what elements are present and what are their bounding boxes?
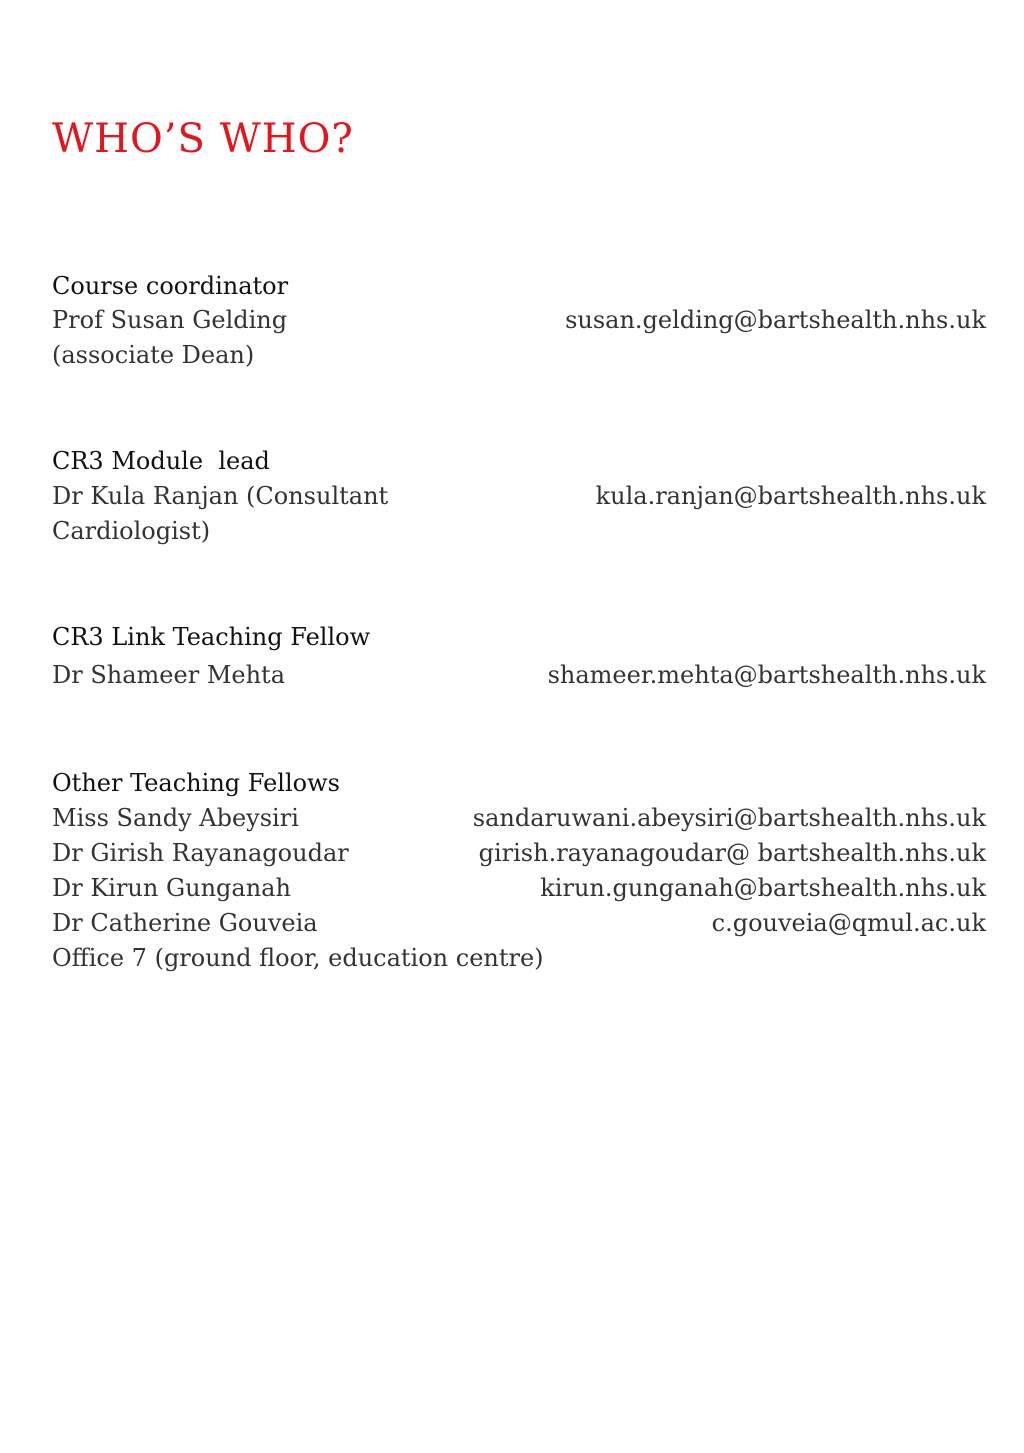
contact-row-sandy-abeysiri — [52, 804, 986, 838]
contact-row-susan-gelding — [52, 306, 986, 340]
contact-name: Dr Girish Rayanagoudar — [52, 839, 349, 867]
contact-row-shameer-mehta — [52, 661, 986, 695]
office-location: Office 7 (ground floor, education centre) — [52, 944, 544, 972]
contact-email[interactable]: kula.ranjan@bartshealth.nhs.uk — [595, 482, 986, 510]
contact-email[interactable]: shameer.mehta@bartshealth.nhs.uk — [547, 661, 986, 689]
section-heading-link-teaching-fellow: CR3 Link Teaching Fellow — [52, 623, 371, 651]
contact-email[interactable]: susan.gelding@bartshealth.nhs.uk — [565, 306, 986, 334]
section-heading-course-coordinator: Course coordinator — [52, 272, 289, 300]
contact-name: Dr Catherine Gouveia — [52, 909, 318, 937]
contact-name: Dr Kula Ranjan (Consultant — [52, 482, 389, 510]
contact-row-kirun-gunganah — [52, 874, 986, 908]
contact-role-note: Cardiologist) — [52, 517, 211, 545]
contact-email[interactable]: sandaruwani.abeysiri@bartshealth.nhs.uk — [472, 804, 986, 832]
contact-name: Dr Shameer Mehta — [52, 661, 286, 689]
page-title: WHO’S WHO? — [52, 116, 354, 162]
contact-row-girish-rayanagoudar — [52, 839, 986, 873]
contact-email[interactable]: kirun.gunganah@bartshealth.nhs.uk — [540, 874, 986, 902]
section-heading-module-lead: CR3 Module lead — [52, 447, 270, 475]
contact-email[interactable]: girish.rayanagoudar@ bartshealth.nhs.uk — [478, 839, 986, 867]
contact-email[interactable]: c.gouveia@qmul.ac.uk — [711, 909, 986, 937]
contact-role-note: (associate Dean) — [52, 341, 255, 369]
contact-name: Miss Sandy Abeysiri — [52, 804, 299, 832]
contact-row-kula-ranjan — [52, 482, 986, 516]
section-heading-other-teaching-fellows: Other Teaching Fellows — [52, 769, 340, 797]
contact-name: Dr Kirun Gunganah — [52, 874, 291, 902]
contact-row-catherine-gouveia — [52, 909, 986, 943]
contact-name: Prof Susan Gelding — [52, 306, 288, 334]
